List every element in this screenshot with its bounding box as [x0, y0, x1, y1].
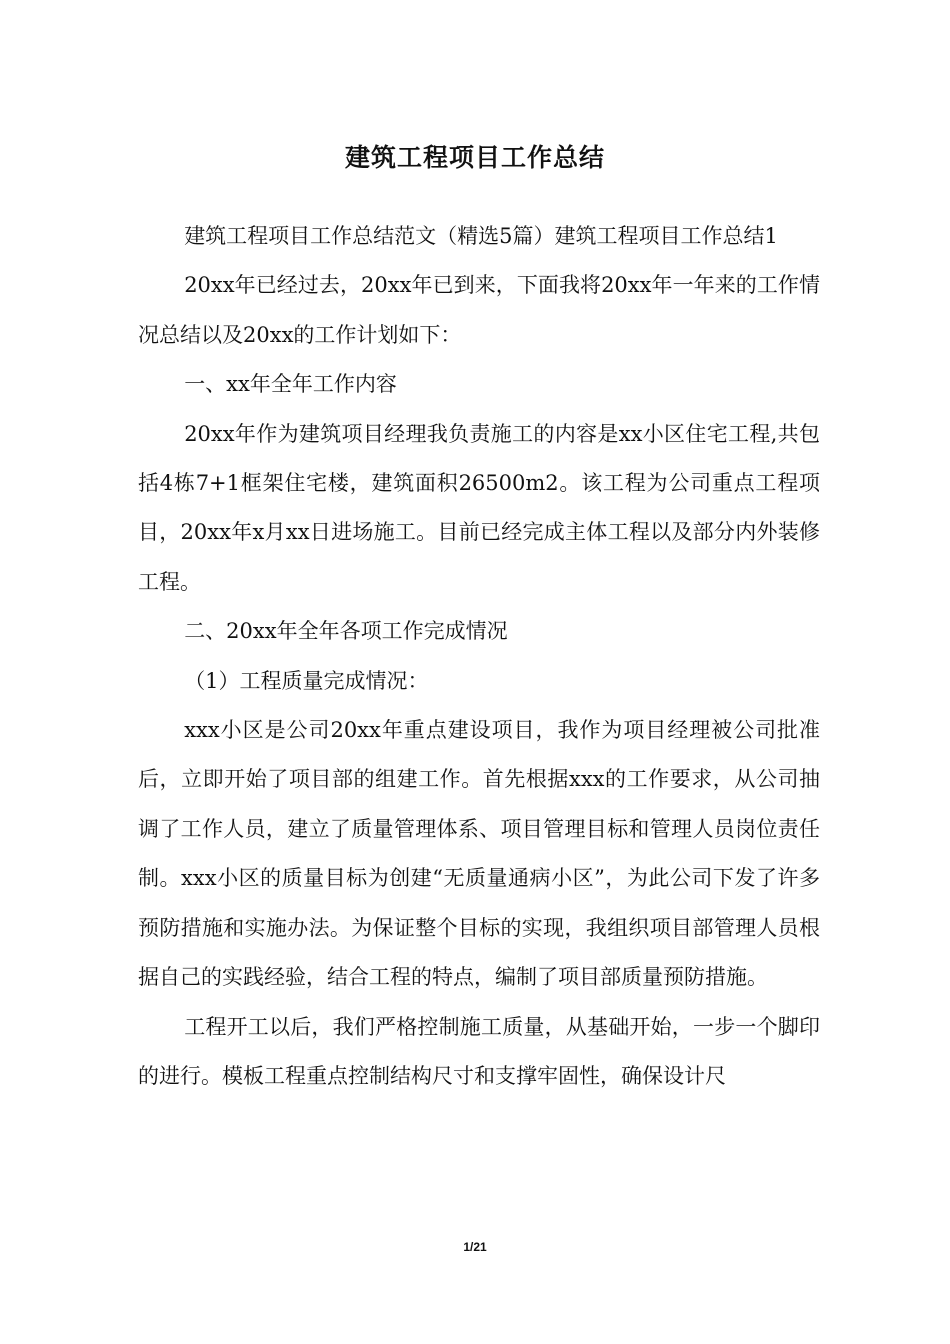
paragraph-construction: 工程开工以后，我们严格控制施工质量，从基础开始，一步一个脚印的进行。模板工程重点控制结构尺寸和支撑牢固性，确保设计尺	[138, 1014, 820, 1088]
subsection-heading-quality: （1）工程质量完成情况：	[184, 668, 429, 693]
section-heading-2: 二、20xx年全年各项工作完成情况	[184, 619, 508, 644]
page-number: 1/21	[463, 1240, 487, 1254]
document-body	[138, 212, 820, 1101]
paragraph-overview: 20xx年已经过去，20xx年已到来，下面我将20xx年一年来的工作情况总结以及20xx的工作计划如下：	[138, 273, 820, 347]
paragraph-quality: xxx小区是公司20xx年重点建设项目，我作为项目经理被公司批准后，立即开始了项目部的组建工作。首先根据xxx的工作要求，从公司抽调了工作人员，建立了质量管理体系、项目管理目标和管理人员岗位责任制。xxx小区的质量目标为创建“无质量通病小区”，为此公司下发了许多预防措施和实施办法。为保证整个目标的实现，我组织项目部管理人员根据自己的实践经验，结合工程的特点，编制了项目部质量预防措施。	[138, 718, 820, 990]
paragraph-work-content: 20xx年作为建筑项目经理我负责施工的内容是xx小区住宅工程,共包括4栋7+1框架住宅楼，建筑面积26500m2。该工程为公司重点工程项目，20xx年x月xx日进场施工。目前已经完成主体工程以及部分内外装修工程。	[138, 421, 820, 594]
paragraph-intro: 建筑工程项目工作总结范文（精选5篇）建筑工程项目工作总结1	[184, 224, 778, 248]
section-heading-1: 一、xx年全年工作内容	[184, 372, 397, 397]
document-title: 建筑工程项目工作总结	[344, 143, 605, 172]
